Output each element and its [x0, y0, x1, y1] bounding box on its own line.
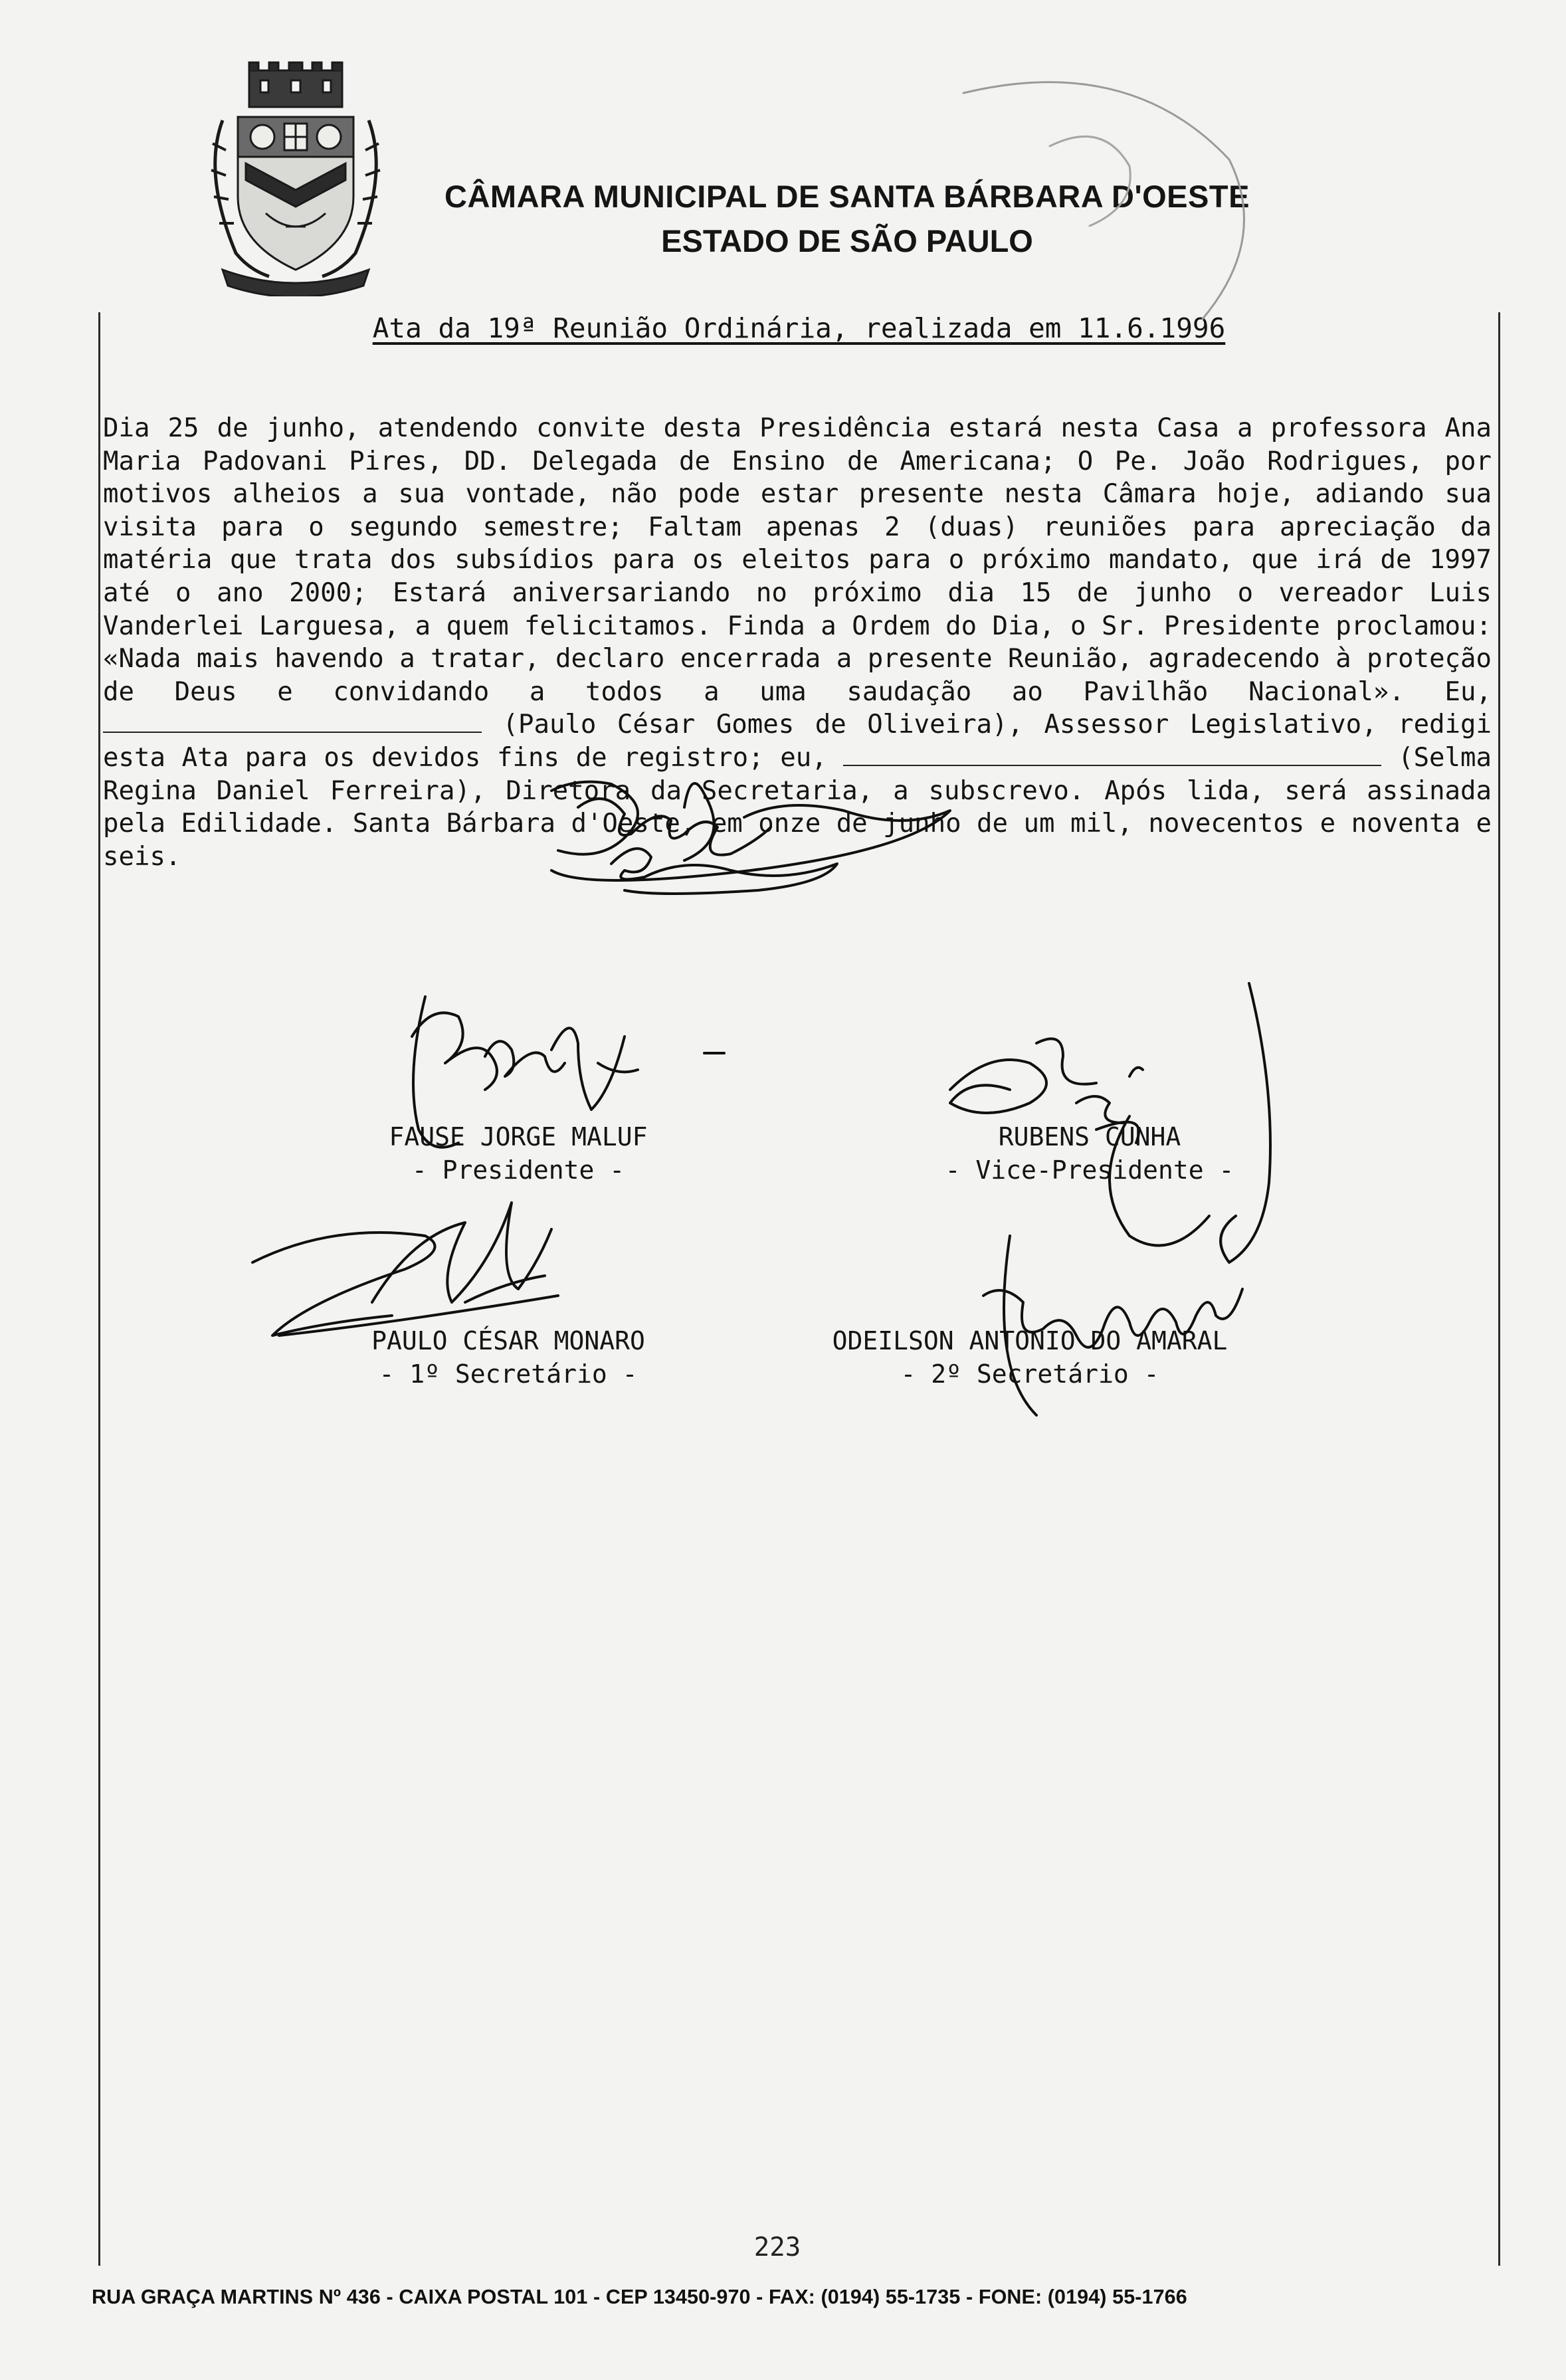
municipal-crest-icon — [186, 57, 405, 296]
signatory-name: FAUSE JORGE MALUF — [389, 1122, 648, 1151]
institution-state: ESTADO DE SÃO PAULO — [661, 223, 1033, 258]
document-title: Ata da 19ª Reunião Ordinária, realizada em 11.6.1996 — [372, 312, 1226, 344]
signatory-first-secretary — [269, 1324, 747, 1391]
signatory-vice-president — [837, 1120, 1342, 1187]
address-footer: RUA GRAÇA MARTINS Nº 436 - CAIXA POSTAL 101 - CEP 13450-970 - FAX: (0194) 55-1735 - FONE: (0194) 55-1766 — [92, 2286, 1187, 2308]
signatory-role: - 1º Secretário - — [379, 1359, 638, 1389]
signature-line-director — [843, 765, 1381, 766]
minutes-paragraph — [103, 412, 1492, 873]
signatory-role: - Vice-Presidente - — [945, 1155, 1234, 1185]
institution-name: CÂMARA MUNICIPAL DE SANTA BÁRBARA D'OESTE — [444, 179, 1250, 214]
signatory-second-secretary — [744, 1324, 1316, 1391]
signatory-role: - Presidente - — [411, 1155, 625, 1185]
paragraph-part-2: (Paulo César Gomes de Oliveira), Assessor Legislativo, redigi esta Ata para os devidos fins de registro; eu, — [103, 710, 1492, 773]
signatory-role: - 2º Secretário - — [900, 1359, 1159, 1389]
left-frame-line — [98, 312, 100, 2266]
signature-first-secretary — [252, 1203, 558, 1336]
paragraph-part-3: (Selma Regina Daniel Ferreira), Diretora da Secretaria, a subscrevo. Após lida, será assinada pela Edilidade. Santa Bárbara d'Oeste, em onze de junho de um mil, novecentos e noventa e seis. — [103, 742, 1492, 872]
signatory-president — [279, 1120, 757, 1187]
paragraph-part-1: Dia 25 de junho, atendendo convite desta Presidência estará nesta Casa a professora Ana Maria Padovani Pires, DD. Delegada de Ensino de Americana; O Pe. João Rodrigues, por motivos alheios a sua vontade, não pode estar presente nesta Câmara hoje, adiando sua visita para o segundo semestre; Faltam apenas 2 (duas) reuniões para apreciação da matéria que trata dos subsídios para os eleitos para o próximo mandato, que irá de 1997 até o ano 2000; Estará aniversariando no próximo dia 15 de junho o vereador Luis Vanderlei Larguesa, a quem felicitamos. Finda a Ordem do Dia, o Sr. Presidente proclamou: «Nada mais havendo a tratar, declaro encerrada a presente Reunião, agradecendo à proteção de Deus e convidando a todos a uma saudação ao Pavilhão Nacional». Eu, — [103, 413, 1492, 707]
signature-line-assessor — [103, 732, 482, 733]
signatory-name: ODEILSON ANTONIO DO AMARAL — [832, 1326, 1228, 1355]
signatory-name: RUBENS CUNHA — [998, 1122, 1181, 1151]
signatory-name: PAULO CÉSAR MONARO — [371, 1326, 645, 1355]
right-frame-line — [1498, 312, 1500, 2266]
page-number: 223 — [753, 2232, 801, 2262]
